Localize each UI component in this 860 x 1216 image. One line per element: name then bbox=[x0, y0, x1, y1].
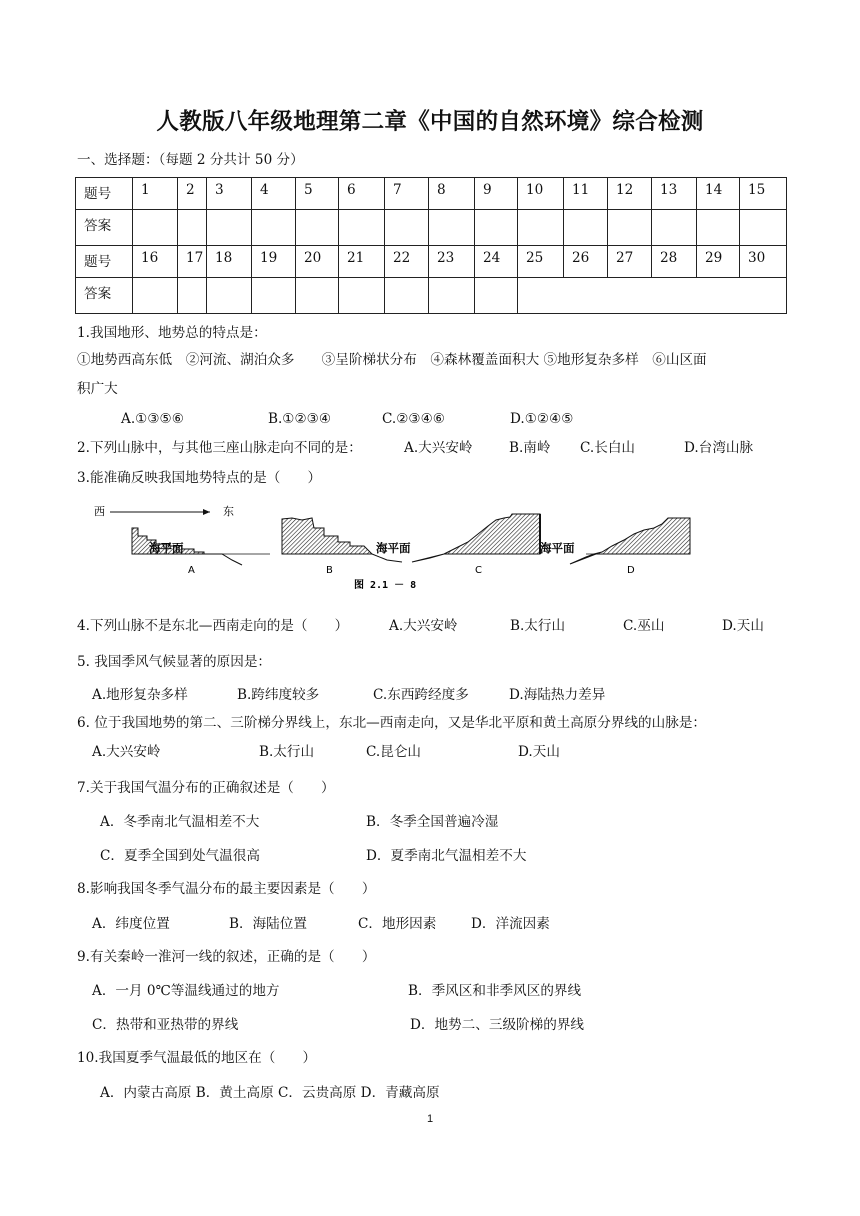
question-number-cell: 1 bbox=[133, 178, 178, 210]
q1-option-c: C.②③④⑥ bbox=[382, 411, 445, 427]
answer-cell bbox=[178, 278, 207, 314]
row-label-answer: 答案 bbox=[76, 210, 133, 246]
question-number-cell: 27 bbox=[608, 246, 652, 278]
question-number-cell: 25 bbox=[518, 246, 564, 278]
question-number-cell: 28 bbox=[652, 246, 697, 278]
q8-option-b: B．海陆位置 bbox=[229, 916, 307, 932]
answer-cell bbox=[429, 210, 475, 246]
answer-cell bbox=[697, 210, 740, 246]
q5-option-d: D.海陆热力差异 bbox=[509, 687, 606, 703]
question-number-cell: 6 bbox=[339, 178, 385, 210]
question-8: 8.影响我国冬季气温分布的最主要因素是（ ） bbox=[77, 881, 376, 897]
question-number-cell: 4 bbox=[252, 178, 296, 210]
question-number-cell: 21 bbox=[339, 246, 385, 278]
q8-option-a: A．纬度位置 bbox=[92, 916, 170, 932]
q9-option-c: C．热带和亚热带的界线 bbox=[92, 1017, 239, 1033]
question-number-cell: 5 bbox=[296, 178, 339, 210]
profile-c bbox=[412, 514, 540, 562]
answer-cell bbox=[339, 278, 385, 314]
q7-option-a: A．冬季南北气温相差不大 bbox=[100, 814, 260, 830]
answer-cell bbox=[385, 210, 429, 246]
east-label: 东 bbox=[223, 505, 234, 518]
q2-option-a: A.大兴安岭 bbox=[404, 440, 473, 456]
row-label-question: 题号 bbox=[76, 246, 133, 278]
question-number-cell: 8 bbox=[429, 178, 475, 210]
question-number-cell: 10 bbox=[518, 178, 564, 210]
profile-label-a: A bbox=[188, 565, 195, 576]
question-number-cell: 11 bbox=[564, 178, 608, 210]
q9-option-d: D．地势二、三级阶梯的界线 bbox=[410, 1017, 585, 1033]
answer-cell bbox=[608, 210, 652, 246]
question-number-cell: 24 bbox=[475, 246, 518, 278]
answer-cell bbox=[652, 210, 697, 246]
question-9: 9.有关秦岭一淮河一线的叙述，正确的是（ ） bbox=[77, 949, 376, 965]
answer-cell bbox=[207, 210, 252, 246]
question-number-cell: 26 bbox=[564, 246, 608, 278]
question-10: 10.我国夏季气温最低的地区在（ ） bbox=[77, 1050, 317, 1066]
terrain-profile-figure bbox=[92, 502, 562, 594]
table-row-question-numbers-2 bbox=[76, 246, 787, 278]
question-number-cell: 30 bbox=[740, 246, 787, 278]
q9-option-a: A．一月 0℃等温线通过的地方 bbox=[92, 983, 280, 999]
question-number-cell: 13 bbox=[652, 178, 697, 210]
sea-level-label-a: 海平面 bbox=[149, 541, 184, 555]
answer-cell bbox=[252, 278, 296, 314]
question-1-items-cont: 积广大 bbox=[77, 381, 118, 397]
table-row-answers-1 bbox=[76, 210, 787, 246]
answer-cell bbox=[296, 278, 339, 314]
answer-cell bbox=[740, 210, 787, 246]
answer-cell bbox=[518, 210, 564, 246]
question-number-cell: 7 bbox=[385, 178, 429, 210]
q7-option-b: B．冬季全国普遍冷湿 bbox=[366, 814, 499, 830]
question-number-cell: 3 bbox=[207, 178, 252, 210]
q4-option-d: D.天山 bbox=[722, 618, 764, 634]
q1-option-d: D.①②④⑤ bbox=[510, 411, 574, 427]
question-number-cell: 16 bbox=[133, 246, 178, 278]
question-number-cell: 18 bbox=[207, 246, 252, 278]
west-label: 西 bbox=[94, 505, 105, 518]
row-label-answer: 答案 bbox=[76, 278, 133, 314]
q6-option-a: A.大兴安岭 bbox=[92, 744, 161, 760]
q2-option-d: D.台湾山脉 bbox=[684, 440, 754, 456]
answer-cell-merged bbox=[518, 278, 787, 314]
question-number-cell: 14 bbox=[697, 178, 740, 210]
question-3: 3.能准确反映我国地势特点的是（ ） bbox=[77, 470, 322, 486]
answer-cell bbox=[339, 210, 385, 246]
question-number-cell: 29 bbox=[697, 246, 740, 278]
question-number-cell: 17 bbox=[178, 246, 207, 278]
terrain-profile-d bbox=[540, 502, 700, 594]
answer-cell bbox=[133, 278, 178, 314]
question-4: 4.下列山脉不是东北—西南走向的是（ ） bbox=[77, 618, 349, 634]
profile-label-c: C bbox=[475, 565, 482, 576]
q6-option-c: C.昆仑山 bbox=[366, 744, 422, 760]
profile-label-b: B bbox=[326, 565, 333, 576]
q5-option-c: C.东西跨经度多 bbox=[373, 687, 469, 703]
q2-option-b: B.南岭 bbox=[509, 440, 551, 456]
q2-option-c: C.长白山 bbox=[580, 440, 636, 456]
q5-option-a: A.地形复杂多样 bbox=[92, 687, 188, 703]
answer-table bbox=[75, 177, 787, 314]
question-1-items: ①地势西高东低 ②河流、湖泊众多 ③呈阶梯状分布 ④森林覆盖面积大 ⑤地形复杂多样 ⑥山区面 bbox=[77, 352, 707, 368]
question-number-cell: 23 bbox=[429, 246, 475, 278]
answer-cell bbox=[385, 278, 429, 314]
question-number-cell: 9 bbox=[475, 178, 518, 210]
table-row-answers-2 bbox=[76, 278, 787, 314]
answer-cell bbox=[475, 210, 518, 246]
page-number: 1 bbox=[426, 1113, 434, 1125]
question-number-cell: 19 bbox=[252, 246, 296, 278]
q7-option-d: D．夏季南北气温相差不大 bbox=[366, 848, 527, 864]
question-number-cell: 22 bbox=[385, 246, 429, 278]
q4-option-b: B.太行山 bbox=[510, 618, 566, 634]
question-6: 6. 位于我国地势的第二、三阶梯分界线上，东北—西南走向，又是华北平原和黄土高原分界线的山脉是： bbox=[77, 715, 707, 731]
profile-label-d: D bbox=[627, 565, 635, 576]
answer-cell bbox=[296, 210, 339, 246]
question-number-cell: 15 bbox=[740, 178, 787, 210]
q4-option-a: A.大兴安岭 bbox=[389, 618, 458, 634]
q1-option-b: B.①②③④ bbox=[268, 411, 332, 427]
row-label-question: 题号 bbox=[76, 178, 133, 210]
q10-options: A．内蒙古高原 B．黄土高原 C．云贵高原 D．青藏高原 bbox=[100, 1085, 440, 1101]
question-2: 2.下列山脉中，与其他三座山脉走向不同的是： bbox=[77, 440, 362, 456]
figure-caption: 图 2.1 － 8 bbox=[354, 580, 417, 591]
sea-level-label-d: 海平面 bbox=[540, 541, 575, 555]
page-title: 人教版八年级地理第二章《中国的自然环境》综合检测 bbox=[156, 109, 704, 135]
question-number-cell: 20 bbox=[296, 246, 339, 278]
answer-cell bbox=[207, 278, 252, 314]
q1-option-a: A.①③⑤⑥ bbox=[121, 411, 184, 427]
q8-option-c: C．地形因素 bbox=[358, 916, 437, 932]
q8-option-d: D．洋流因素 bbox=[471, 916, 550, 932]
question-7: 7.关于我国气温分布的正确叙述是（ ） bbox=[77, 780, 335, 796]
q7-option-c: C．夏季全国到处气温很高 bbox=[100, 848, 260, 864]
profile-b bbox=[282, 518, 402, 562]
question-5: 5. 我国季风气候显著的原因是： bbox=[77, 654, 272, 670]
q4-option-c: C.巫山 bbox=[623, 618, 665, 634]
q9-option-b: B．季风区和非季风区的界线 bbox=[408, 983, 582, 999]
question-1: 1.我国地形、地势总的特点是： bbox=[77, 325, 267, 341]
section-heading: 一、选择题：（每题 2 分共计 50 分） bbox=[77, 152, 304, 168]
answer-cell bbox=[475, 278, 518, 314]
answer-cell bbox=[564, 210, 608, 246]
table-row-question-numbers-1 bbox=[76, 178, 787, 210]
sea-level-label-b: 海平面 bbox=[376, 541, 411, 555]
question-number-cell: 2 bbox=[178, 178, 207, 210]
q6-option-d: D.天山 bbox=[518, 744, 560, 760]
question-number-cell: 12 bbox=[608, 178, 652, 210]
answer-cell bbox=[429, 278, 475, 314]
q5-option-b: B.跨纬度较多 bbox=[237, 687, 320, 703]
answer-cell bbox=[178, 210, 207, 246]
q6-option-b: B.太行山 bbox=[259, 744, 315, 760]
answer-cell bbox=[133, 210, 178, 246]
answer-cell bbox=[252, 210, 296, 246]
